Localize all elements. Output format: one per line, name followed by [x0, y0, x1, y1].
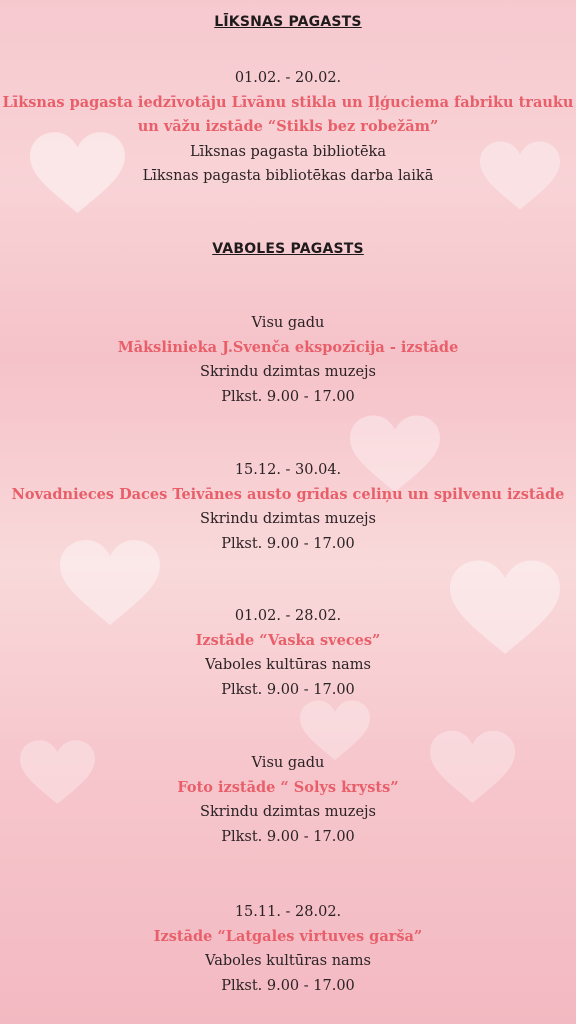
event-title: Izstāde “Latgales virtuves garša” [153, 927, 423, 945]
event-title: un vāžu izstāde “Stikls bez robežām” [137, 118, 439, 135]
event-time: Līksnas pagasta bibliotēkas darba laikā [142, 168, 434, 184]
event-date: 01.02. - 20.02. [234, 70, 342, 86]
event-place: Vaboles kultūras nams [205, 657, 371, 673]
event-place: Skrindu dzimtas muzejs [200, 511, 376, 527]
event-title: Foto izstāde “ Solys krysts” [177, 778, 399, 796]
event-place: Līksnas pagasta bibliotēka [190, 143, 386, 160]
event-item [0, 751, 576, 849]
event-time: Plkst. 9.00 - 17.00 [221, 681, 355, 698]
event-date: Visu gadu [251, 755, 325, 771]
event-item [0, 458, 576, 556]
event-title: Izstāde “Vaska sveces” [195, 631, 381, 649]
event-title: Mākslinieka J.Svenča ekspozīcija - izstāde [117, 338, 459, 356]
event-place: Skrindu dzimtas muzejs [200, 364, 376, 380]
event-date: 15.12. - 30.04. [234, 462, 342, 478]
event-item [0, 604, 576, 702]
event-time: Plkst. 9.00 - 17.00 [221, 535, 355, 552]
event-item [0, 66, 576, 189]
event-title: Novadnieces Daces Teivānes austo grīdas celiņu un spilvenu izstāde [11, 485, 565, 503]
event-item [0, 900, 576, 998]
event-time: Plkst. 9.00 - 17.00 [221, 828, 355, 845]
event-date: Visu gadu [251, 315, 325, 331]
event-title: Līksnas pagasta iedzīvotāju Līvānu stikla un Iļģuciema fabriku trauku [2, 93, 574, 111]
section-heading-liksnas: LĪKSNAS PAGASTS [214, 14, 362, 30]
event-place: Skrindu dzimtas muzejs [200, 804, 376, 820]
event-place: Vaboles kultūras nams [205, 953, 371, 969]
section-heading-vaboles: VABOLES PAGASTS [212, 241, 364, 257]
event-item [0, 311, 576, 409]
event-time: Plkst. 9.00 - 17.00 [221, 977, 355, 994]
event-date: 01.02. - 28.02. [234, 608, 342, 624]
event-date: 15.11. - 28.02. [234, 904, 342, 920]
event-time: Plkst. 9.00 - 17.00 [221, 388, 355, 405]
